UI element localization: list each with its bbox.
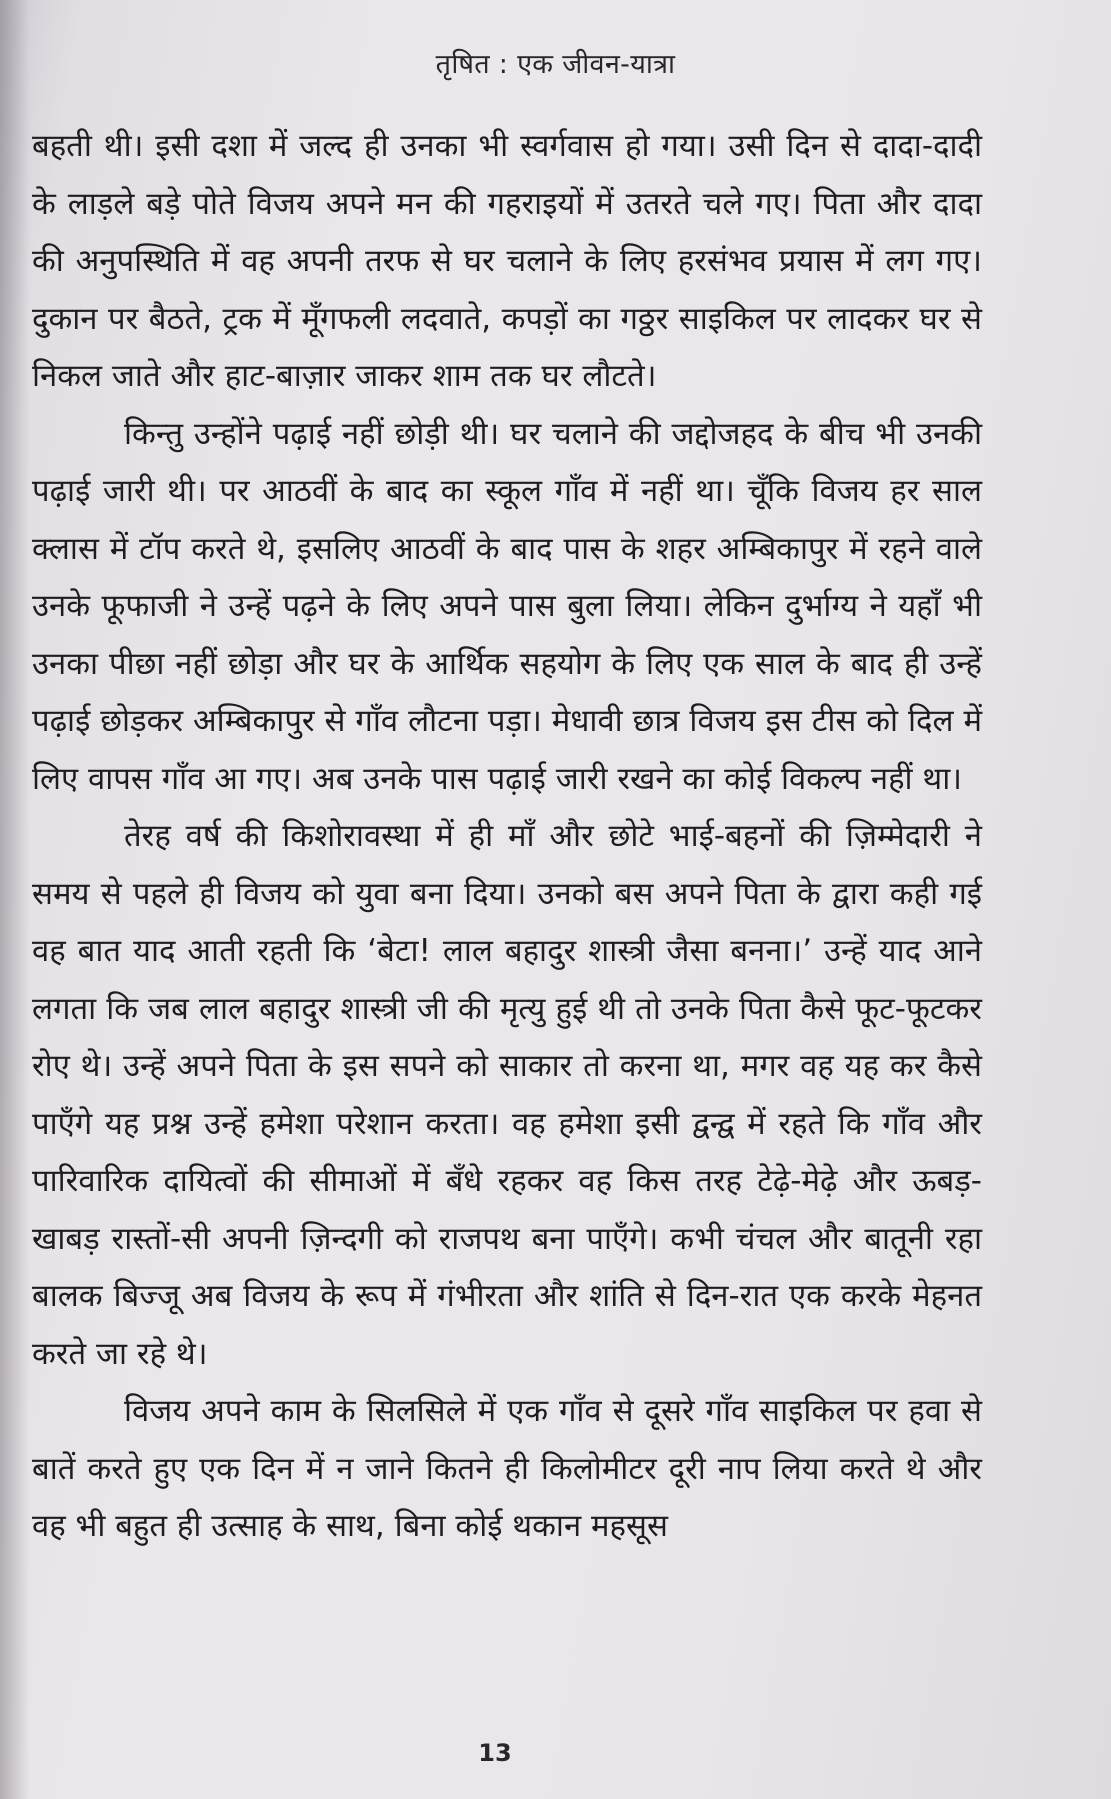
paragraph-3: तेरह वर्ष की किशोरावस्था में ही माँ और छोटे भाई-बहनों की ज़िम्मेदारी ने समय से पहले ही विजय को युवा बना दिया। उनको बस अपने पिता के द्वारा कही गई वह बात याद आती रहती कि ‘बेटा! लाल बहादुर शास्त्री जैसा बनना।’ उन्हें याद आने लगता कि जब लाल बहादुर शास्त्री जी की मृत्यु हुई थी तो उनके पिता कैसे फूट-फूटकर रोए थे। उन्हें अपने पिता के इस सपने को साकार तो करना था, मगर वह यह कर कैसे पाएँगे यह प्रश्न उन्हें हमेशा परेशान करता। वह हमेशा इसी द्वन्द्व में रहते कि गाँव और पारिवारिक दायित्वों की सीमाओं में बँधे रहकर वह किस तरह टेढ़े-मेढ़े और ऊबड़-खाबड़ रास्तों-सी अपनी ज़िन्दगी को राजपथ बना पाएँगे। कभी चंचल और बातूनी रहा बालक बिज्जू अब विजय के रूप में गंभीरता और शांति से दिन-रात एक करके मेहनत करते जा रहे थे।: [32, 818, 982, 1372]
page-number: 13: [478, 1739, 512, 1767]
paragraph-4: विजय अपने काम के सिलसिले में एक गाँव से दूसरे गाँव साइकिल पर हवा से बातें करते हुए एक दिन में न जाने कितने ही किलोमीटर दूरी नाप लिया करते थे और वह भी बहुत ही उत्साह के साथ, बिना कोई थकान महसूस: [32, 1393, 982, 1544]
paragraph-1: बहती थी। इसी दशा में जल्द ही उनका भी स्वर्गवास हो गया। उसी दिन से दादा-दादी के लाड़ले बड़े पोते विजय अपने मन की गहराइयों में उतरते चले गए। पिता और दादा की अनुपस्थिति में वह अपनी तरफ से घर चलाने के लिए हरसंभव प्रयास में लग गए। दुकान पर बैठते, ट्रक में मूँगफली लदवाते, कपड़ों का गठ्ठर साइकिल पर लादकर घर से निकल जाते और हाट-बाज़ार जाकर शाम तक घर लौटते।: [32, 128, 982, 394]
paragraph-2: किन्तु उन्होंने पढ़ाई नहीं छोड़ी थी। घर चलाने की जद्दोजहद के बीच भी उनकी पढ़ाई जारी थी। पर आठवीं के बाद का स्कूल गाँव में नहीं था। चूँकि विजय हर साल क्लास में टॉप करते थे, इसलिए आठवीं के बाद पास के शहर अम्बिकापुर में रहने वाले उनके फूफाजी ने उन्हें पढ़ने के लिए अपने पास बुला लिया। लेकिन दुर्भाग्य ने यहाँ भी उनका पीछा नहीं छोड़ा और घर के आर्थिक सहयोग के लिए एक साल के बाद ही उन्हें पढ़ाई छोड़कर अम्बिकापुर से गाँव लौटना पड़ा। मेधावी छात्र विजय इस टीस को दिल में लिए वापस गाँव आ गए। अब उनके पास पढ़ाई जारी रखने का कोई विकल्प नहीं था।: [32, 415, 982, 797]
binding-shadow: [0, 0, 30, 1799]
running-header: तृषित : एक जीवन-यात्रा: [435, 49, 676, 80]
body-text: [32, 118, 982, 1556]
